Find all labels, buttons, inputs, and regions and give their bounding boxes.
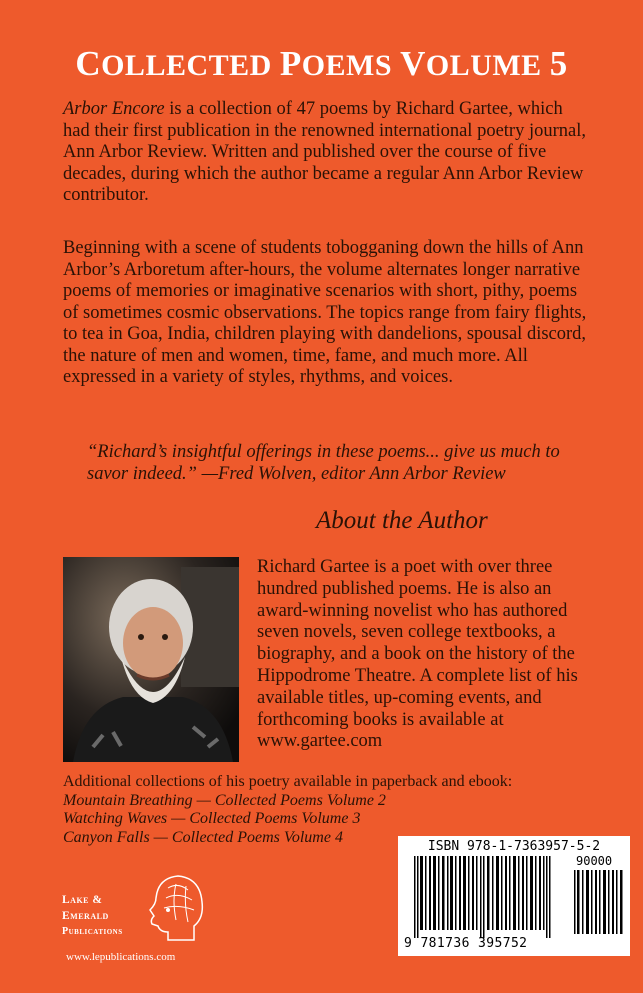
author-bio: Richard Gartee is a poet with over three hundred published poems. He is also an award-winning novelist who has authored seven novels, seven college textbooks, a biography, and a book on the history of the Hippodrome Theatre. A complete list of his available titles, up-coming events, and forthcoming books is available at www.gartee.com [257, 557, 578, 752]
collection-item: Canyon Falls — Collected Poems Volume 4 [63, 828, 343, 846]
head-profile-icon [138, 870, 208, 950]
publisher-logo [62, 870, 212, 950]
description-paragraph-2: Beginning with a scene of students tobogganing down the hills of Ann Arbor’s Arboretum after-hours, the volume alternates longer narrative poems of memories or imaginative scenarios with short, pithy, poems of sometimes cosmic observations. The topics range from fairy flights, to tea in Goa, India, children playing with dandelions, spousal discord, the nature of men and women, time, fame, and much more. All expressed in a variety of styles, rhythms, and voices. [63, 238, 587, 387]
publisher-name-line: Publications [62, 926, 123, 937]
book-name: Arbor Encore [63, 99, 165, 119]
author-photo [63, 557, 239, 762]
collection-item: Mountain Breathing — Collected Poems Volume 2 [63, 791, 386, 809]
book-title: COLLECTED POEMS VOLUME 5 [75, 44, 568, 83]
description-paragraph-1: Arbor Encore is a collection of 47 poems by Richard Gartee, which had their first publication in the renowned international poetry journal, Ann Arbor Review. Written and published over the course of five decades, during which the author became a regular Ann Arbor Review contributor. [63, 99, 586, 205]
review-quote: “Richard’s insightful offerings in these poems... give us much to savor indeed.” —Fred Wolven, editor Ann Arbor Review [87, 442, 560, 484]
barcode-digits: 9 781736 395752 [404, 936, 528, 951]
supplement-bars [572, 870, 626, 934]
collection-item: Watching Waves — Collected Poems Volume 3 [63, 810, 361, 827]
publisher-name-line: Lake & [62, 894, 103, 906]
isbn-label: ISBN 978-1-7363957-5-2 [427, 839, 601, 854]
barcode-bars [406, 856, 566, 938]
about-heading: About the Author [316, 507, 488, 534]
supplement-number: 90000 [576, 854, 613, 868]
additional-intro: Additional collections of his poetry available in paperback and ebook: [63, 773, 513, 790]
publisher-url: www.lepublications.com [66, 951, 176, 963]
publisher-name-line: Emerald [62, 910, 109, 922]
isbn-barcode [398, 836, 630, 956]
